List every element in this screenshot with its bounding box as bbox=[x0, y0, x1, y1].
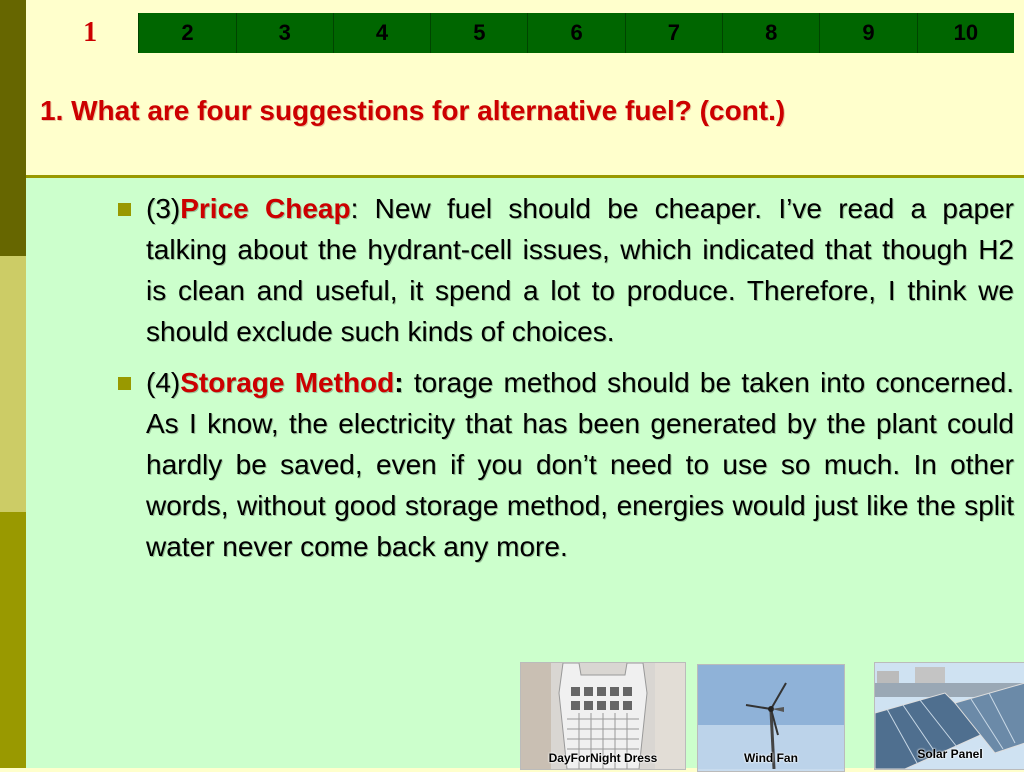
square-bullet-icon bbox=[118, 203, 131, 216]
left-stripe-dark bbox=[0, 0, 26, 256]
bullet-item-storage-method bbox=[114, 362, 1014, 567]
title-area bbox=[26, 53, 1024, 178]
tab-7[interactable]: 7 bbox=[626, 13, 723, 53]
bullet-keyword: Price Cheap bbox=[180, 193, 351, 224]
bullet-list bbox=[114, 188, 1014, 577]
bullet-colon: : bbox=[394, 367, 404, 398]
tab-10[interactable]: 10 bbox=[953, 20, 979, 45]
bullet-text: torage method should be taken into concerned. As I know, the electricity that has been generated by the plant could hardly be saved, even if you don’t need to use so much. In other words, without good storage method, energies would just like the split water never come back any more. bbox=[146, 367, 1015, 562]
slide-title: 1. What are four suggestions for alternative fuel? (cont.) bbox=[40, 95, 786, 126]
bullet-colon: : bbox=[350, 193, 359, 224]
bullet-keyword: Storage Method bbox=[180, 367, 395, 398]
wind-fan-photo bbox=[697, 664, 845, 772]
bullet-text: New fuel should be cheaper. I’ve read a paper talking about the hydrant-cell issues, which indicated that though H2 is clean and useful, it spend a lot to produce. Therefore, I think we should exclude such kinds of choices. bbox=[146, 193, 1014, 347]
tab-5[interactable]: 5 bbox=[431, 13, 528, 53]
slide-tab-bar bbox=[42, 13, 1014, 53]
solar-panel-caption: Solar Panel bbox=[917, 747, 983, 761]
square-bullet-icon bbox=[118, 377, 131, 390]
tab-9[interactable]: 9 bbox=[820, 13, 917, 53]
dress-photo bbox=[520, 662, 686, 770]
tab-1[interactable]: 1 bbox=[42, 13, 139, 53]
tab-2[interactable]: 2 bbox=[139, 13, 236, 53]
wind-fan-caption: Wind Fan bbox=[744, 751, 798, 765]
solar-panel-photo bbox=[874, 662, 1024, 770]
bullet-item-price-cheap bbox=[114, 188, 1014, 352]
bullet-prefix: (3) bbox=[146, 193, 181, 224]
left-stripe-light bbox=[0, 256, 26, 512]
tab-6[interactable]: 6 bbox=[528, 13, 625, 53]
left-stripe-olive bbox=[0, 512, 26, 768]
bullet-prefix: (4) bbox=[146, 367, 181, 398]
tab-3[interactable]: 3 bbox=[237, 13, 334, 53]
tab-8[interactable]: 8 bbox=[723, 13, 820, 53]
tab-4[interactable]: 4 bbox=[334, 13, 431, 53]
dress-caption: DayForNight Dress bbox=[548, 751, 658, 765]
